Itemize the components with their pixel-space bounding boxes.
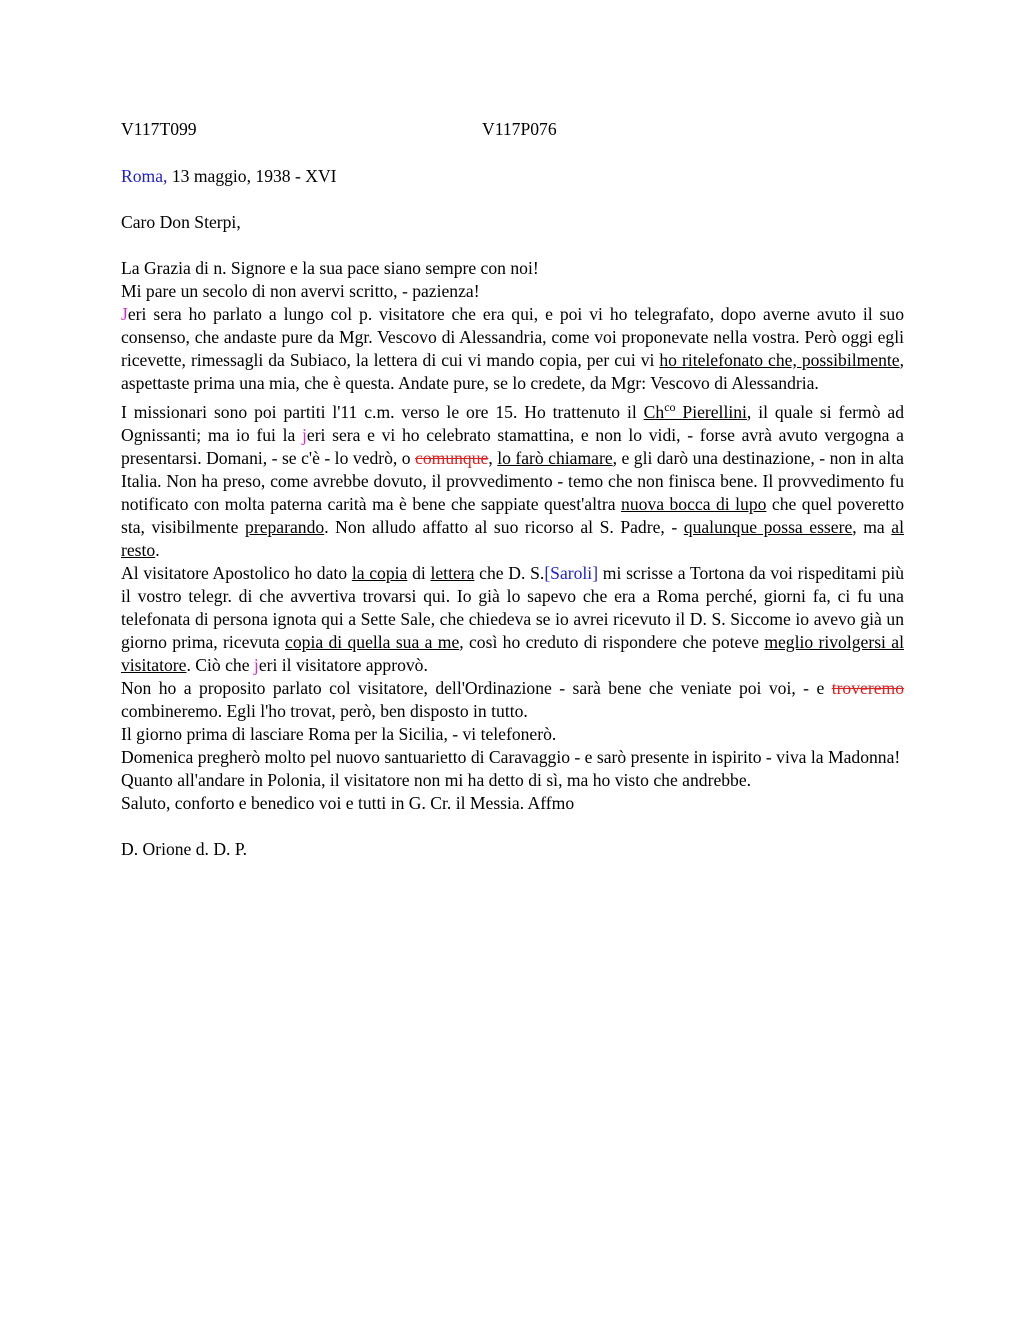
code-right: V117P076 (482, 119, 557, 139)
underlined-text: qualunque possa essere (683, 517, 853, 537)
editorial-bracket: [Saroli] (544, 563, 599, 583)
salutation: Caro Don Sterpi, (121, 212, 241, 232)
code-left: V117T099 (121, 119, 197, 139)
underlined-text: nuova bocca di lupo (621, 494, 767, 514)
paragraph-2: I missionari sono poi partiti l'11 c.m. verso le ore 15. Ho trattenuto il $Ch^{co}$ Pierellini, il quale si fermò ad Ognissanti; ma io fui la jeri sera e vi ho celebrato stamattina, e non lo vidi, - forse avrà avuto vergogna a presentarsi. Domani, - se c'è - lo vedrò, o comunque, lo farò chiamare, e gli darò una destinazione, - non in alta Italia. Non ha preso, come avrebbe dovuto, il provvedimento - temo che non finisca bene. Il provvedimento fu notificato con molta paterna carità ma è bene che sappiate quest'altra nuova bocca di lupo che quel poveretto sta, visibilmente preparando. Non alludo affatto al suo ricorso al S. Padre, - qualunque possa essere, ma al resto. (121, 400, 904, 560)
line-polonia: Quanto all'andare in Polonia, il visitatore non mi ha detto di sì, ma ho visto che andrebbe. (121, 770, 752, 790)
underlined-text: ho ritelefonato che, possibilmente (659, 350, 900, 370)
line-sicilia: Il giorno prima di lasciare Roma per la Sicilia, - vi telefonerò. (121, 724, 557, 744)
greeting-line-2: Mi pare un secolo di non avervi scritto, - pazienza! (121, 281, 480, 301)
dateline-place: Roma, (121, 166, 168, 186)
paragraph-1: Jeri sera ho parlato a lungo col p. visitatore che era qui, e poi vi ho telegrafato, dopo averne avuto il suo consenso, che andaste pure da Mgr. Vescovo di Alessandria, come voi proponevate nella vostra. Però oggi egli ricevette, rimessagli da Subiaco, la lettera di cui vi mando copia, per cui vi ho ritelefonato che, possibilmente, aspettaste prima una mia, che è questa. Andate pure, se lo credete, da Mgr: Vescovo di Alessandria. (121, 304, 904, 393)
document-codes (121, 118, 904, 142)
dateline-date: 13 maggio, 1938 - XVI (167, 166, 337, 186)
underlined-text: meglio rivolgersi al visitatore (121, 632, 904, 675)
underlined-text: copia di quella sua a me (285, 632, 460, 652)
paragraph-4: Non ho a proposito parlato col visitatore, dell'Ordinazione - sarà bene che veniate poi voi, - e troveremo combineremo. Egli l'ho trovat, però, ben disposto in tutto. (121, 678, 904, 721)
initial-j: J (121, 304, 128, 324)
line-saluto: Saluto, conforto e benedico voi e tutti in G. Cr. il Messia. Affmo (121, 793, 575, 813)
underlined-text: lettera (430, 563, 475, 583)
underlined-text: al resto (121, 517, 904, 560)
dateline (121, 165, 904, 188)
paragraph-3: Al visitatore Apostolico ho dato la copia di lettera che D. S.[Saroli] mi scrisse a Tortona da voi rispeditami più il vostro telegr. di che avvertiva trovarsi qui. Io già lo sapevo che era a Roma perché, giorni fa, ci fu una telefonata di persona ignota qui a Sette Sale, che chiedeva se io avrei ricevuto il D. S. Siccome io avevo già un giorno prima, ricevuta copia di quella sua a me, così ho creduto di rispondere che poteve meglio rivolgersi al visitatore. Ciò che jeri il visitatore approvò. (121, 563, 905, 675)
initial-j: j (253, 655, 259, 675)
line-domenica: Domenica pregherò molto pel nuovo santuarietto di Caravaggio - e sarò presente in ispirito - viva la Madonna! (121, 747, 901, 767)
underlined-text: lo farò chiamare (497, 448, 613, 468)
underlined-ch: $Ch^{co}$ Pierellini (643, 400, 747, 422)
struck-word: comunque (415, 448, 489, 468)
superscript-co: co (664, 400, 676, 414)
signature: D. Orione d. D. P. (121, 839, 248, 859)
struck-word: troveremo (831, 678, 904, 698)
letter-page (121, 118, 904, 861)
underlined-text: la copia (351, 563, 408, 583)
underlined-text: preparando (245, 517, 325, 537)
greeting-line: La Grazia di n. Signore e la sua pace siano sempre con noi! (121, 258, 539, 278)
initial-j: j (302, 425, 307, 445)
